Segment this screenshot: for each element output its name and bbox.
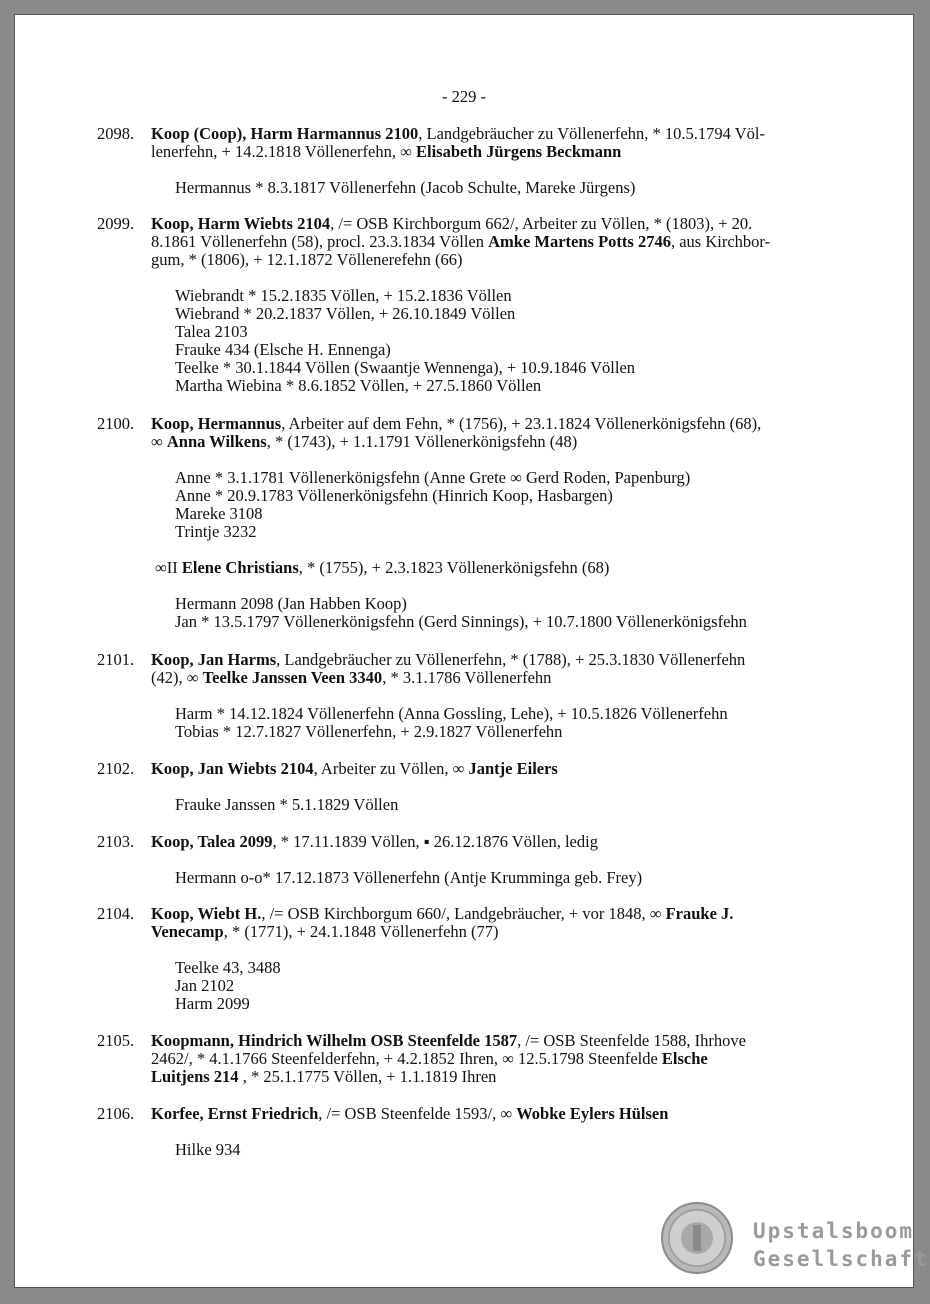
bold-name: Koop, Talea 2099 [151, 832, 273, 851]
watermark-line1: Upstalsboom [753, 1219, 915, 1243]
child-entry: Hilke 934 [175, 1140, 241, 1159]
entry-line [151, 669, 861, 687]
child-entry: Wiebrand * 20.2.1837 Völlen, + 26.10.1849 Völlen [175, 304, 516, 323]
child-entry: Harm * 14.12.1824 Völlenerfehn (Anna Gossling, Lehe), + 10.5.1826 Völlenerfehn [175, 704, 728, 723]
entry-number: 2105. [97, 1031, 135, 1050]
bold-name: Elene Christians [181, 558, 299, 577]
entry-line [151, 1032, 861, 1050]
entry-line [151, 215, 861, 233]
entry-head [15, 905, 861, 941]
bold-name: Wobke Eylers Hülsen [516, 1104, 669, 1123]
bold-name: Anna Wilkens [166, 432, 267, 451]
text-run: , Arbeiter zu Völlen, ∞ [313, 759, 469, 778]
bold-name: Venecamp [151, 922, 224, 941]
text-run: , * (1755), + 2.3.1823 Völlenerkönigsfehn (68) [298, 558, 610, 577]
entry-2106 [15, 1105, 861, 1159]
text-run: , Landgebräucher zu Völlenerfehn, * (1788), + 25.3.1830 Völlenerfehn [276, 650, 746, 669]
entry-2100 [15, 415, 861, 631]
entry-head [15, 415, 861, 451]
entry-line [151, 905, 861, 923]
child-entry: Wiebrandt * 15.2.1835 Völlen, + 15.2.1836 Völlen [175, 286, 512, 305]
text-run: , /= OSB Steenfelde 1593/, ∞ [318, 1104, 517, 1123]
text-run: 8.1861 Völlenerfehn (58), procl. 23.3.1834 Völlen [151, 232, 489, 251]
child-entry: Mareke 3108 [175, 504, 263, 523]
children-list [15, 869, 861, 887]
text-run: (42), ∞ [151, 668, 203, 687]
bold-name: Koop, Jan Wiebts 2104 [151, 759, 314, 778]
children-list-second [15, 595, 861, 631]
bold-name: Luitjens 214 [151, 1067, 239, 1086]
child-entry: Hermannus * 8.3.1817 Völlenerfehn (Jacob Schulte, Mareke Jürgens) [175, 178, 636, 197]
watermark-line2: Gesellschaft [753, 1247, 929, 1271]
children-list [15, 287, 861, 395]
entry-line [151, 760, 861, 778]
bold-name: Koop, Jan Harms [151, 650, 277, 669]
entry-line [151, 923, 861, 941]
entry-number: 2100. [97, 414, 135, 433]
entry-2105 [15, 1032, 861, 1086]
entry-line [151, 833, 861, 851]
page-number: - 229 - [442, 87, 486, 106]
bold-name: Jantje Eilers [468, 759, 558, 778]
child-entry: Jan 2102 [175, 976, 235, 995]
text-run: lenerfehn, + 14.2.1818 Völlenerfehn, ∞ [151, 142, 416, 161]
child-entry: Frauke Janssen * 5.1.1829 Völlen [175, 795, 399, 814]
entry-line [151, 1105, 861, 1123]
children-list [15, 179, 861, 197]
entry-number: 2106. [97, 1104, 135, 1123]
bold-name: Koopmann, Hindrich Wilhelm OSB Steenfelde 1587 [151, 1031, 518, 1050]
children-list [15, 469, 861, 541]
entry-2103 [15, 833, 861, 887]
entry-number: 2104. [97, 904, 135, 923]
children-list [15, 796, 861, 814]
text-run: , * 3.1.1786 Völlenerfehn [382, 668, 552, 687]
entry-head [15, 125, 861, 161]
second-marriage [15, 559, 861, 577]
child-entry: Anne * 3.1.1781 Völlenerkönigsfehn (Anne Grete ∞ Gerd Roden, Papenburg) [175, 468, 691, 487]
text-run: , * (1743), + 1.1.1791 Völlenerkönigsfehn (48) [266, 432, 578, 451]
child-entry: Anne * 20.9.1783 Völlenerkönigsfehn (Hinrich Koop, Hasbargen) [175, 486, 613, 505]
child-entry: Jan * 13.5.1797 Völlenerkönigsfehn (Gerd Sinnings), + 10.7.1800 Völlenerkönigsfehn [175, 612, 747, 631]
children-list [15, 705, 861, 741]
text-run: , /= OSB Steenfelde 1588, Ihrhove [517, 1031, 746, 1050]
entry-number: 2103. [97, 832, 135, 851]
text-run: , Landgebräucher zu Völlenerfehn, * 10.5.1794 Völ- [418, 124, 765, 143]
document-page [14, 14, 929, 1288]
seal-logo [660, 1201, 734, 1275]
children-list [15, 1141, 861, 1159]
entry-head [15, 651, 861, 687]
entry-head [15, 1105, 861, 1123]
entry-line [151, 143, 861, 161]
child-entry: Martha Wiebina * 8.6.1852 Völlen, + 27.5.1860 Völlen [175, 376, 542, 395]
bold-name: Koop (Coop), Harm Harmannus 2100 [151, 124, 419, 143]
child-entry: Teelke * 30.1.1844 Völlen (Swaantje Wennenga), + 10.9.1846 Völlen [175, 358, 636, 377]
entry-line [151, 251, 861, 269]
entry-number: 2098. [97, 124, 135, 143]
text-run: ∞ [151, 432, 167, 451]
entry-2099 [15, 215, 861, 395]
child-entry: Talea 2103 [175, 322, 248, 341]
entry-head [15, 215, 861, 269]
entry-head [15, 833, 861, 851]
entry-head [15, 760, 861, 778]
entry-line [151, 1050, 861, 1068]
entry-number: 2102. [97, 759, 135, 778]
bold-name: Koop, Harm Wiebts 2104 [151, 214, 331, 233]
child-entry: Hermann o-o* 17.12.1873 Völlenerfehn (Antje Krumminga geb. Frey) [175, 868, 643, 887]
bold-name: Elsche [661, 1049, 708, 1068]
bold-name: Frauke J. [665, 904, 734, 923]
bold-name: Koop, Wiebt H. [151, 904, 262, 923]
entry-2104 [15, 905, 861, 1013]
entry-2102 [15, 760, 861, 814]
text-run: 2462/, * 4.1.1766 Steenfelderfehn, + 4.2.1852 Ihren, ∞ 12.5.1798 Steenfelde [151, 1049, 662, 1068]
entry-line [151, 125, 861, 143]
child-entry: Hermann 2098 (Jan Habben Koop) [175, 594, 407, 613]
text-run: , * 17.11.1839 Völlen, ▪ 26.12.1876 Völlen, ledig [272, 832, 598, 851]
entry-number: 2101. [97, 650, 135, 669]
text-run: , Arbeiter auf dem Fehn, * (1756), + 23.1.1824 Völlenerkönigsfehn (68), [281, 414, 762, 433]
entry-line [151, 233, 861, 251]
bold-name: Teelke Janssen Veen 3340 [202, 668, 383, 687]
text-run: , /= OSB Kirchborgum 662/, Arbeiter zu Völlen, * (1803), + 20. [330, 214, 753, 233]
entry-line [151, 415, 861, 433]
bold-name: Korfee, Ernst Friedrich [151, 1104, 319, 1123]
child-entry: Frauke 434 (Elsche H. Ennenga) [175, 340, 391, 359]
text-run: ∞II [155, 558, 182, 577]
text-run: , * (1771), + 24.1.1848 Völlenerfehn (77) [223, 922, 499, 941]
bold-name: Amke Martens Potts 2746 [488, 232, 671, 251]
entry-line [151, 651, 861, 669]
entry-number: 2099. [97, 214, 135, 233]
text-run: , /= OSB Kirchborgum 660/, Landgebräucher, + vor 1848, ∞ [261, 904, 666, 923]
children-list [15, 959, 861, 1013]
child-entry: Teelke 43, 3488 [175, 958, 281, 977]
text-run: , * 25.1.1775 Völlen, + 1.1.1819 Ihren [238, 1067, 497, 1086]
text-run: , aus Kirchbor- [670, 232, 771, 251]
child-entry: Trintje 3232 [175, 522, 257, 541]
entry-head [15, 1032, 861, 1086]
bold-name: Koop, Hermannus [151, 414, 282, 433]
child-entry: Tobias * 12.7.1827 Völlenerfehn, + 2.9.1827 Völlenerfehn [175, 722, 563, 741]
bold-name: Elisabeth Jürgens Beckmann [415, 142, 622, 161]
entry-2101 [15, 651, 861, 741]
child-entry: Harm 2099 [175, 994, 250, 1013]
entry-line [151, 433, 861, 451]
entry-line [151, 1068, 861, 1086]
entry-2098 [15, 125, 861, 197]
text-run: gum, * (1806), + 12.1.1872 Völlenerefehn (66) [151, 250, 463, 269]
